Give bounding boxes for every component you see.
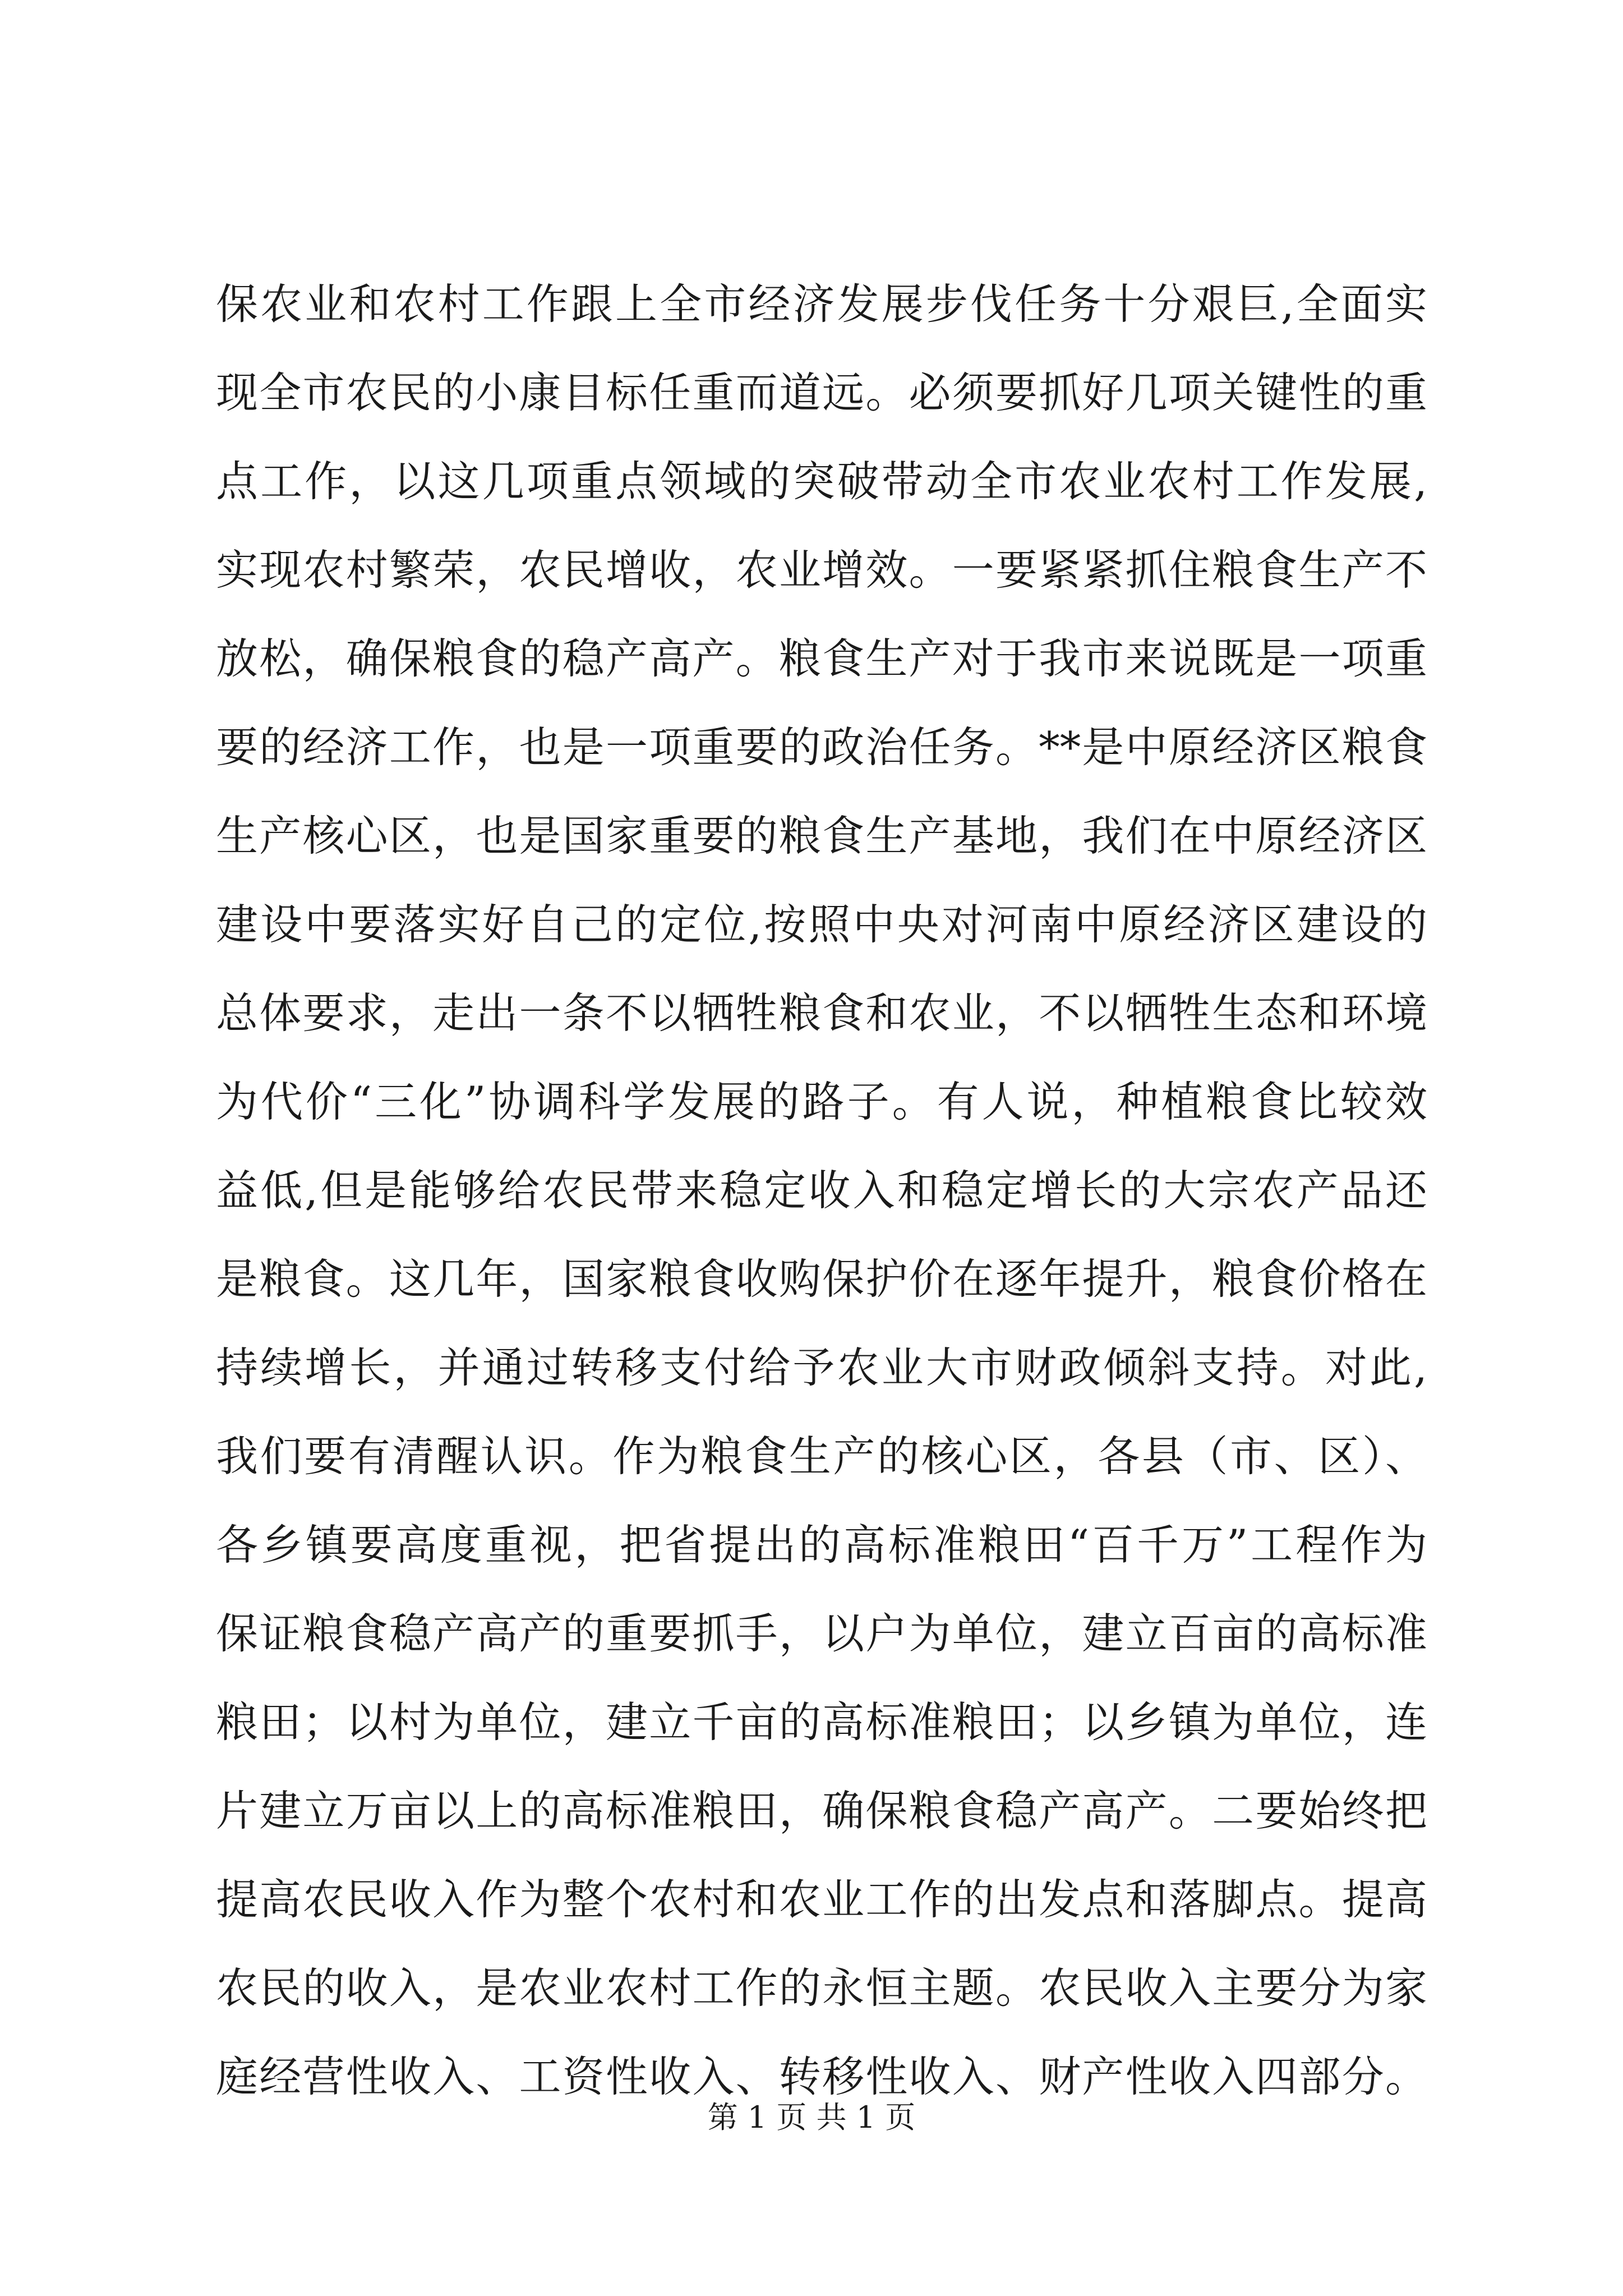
- text-line: 放松，确保粮食的稳产高产。粮食生产对于我市来说既是一项重: [216, 634, 1427, 683]
- text-line: 益低,但是能够给农民带来稳定收入和稳定增长的大宗农产品还: [216, 1166, 1427, 1215]
- text-line: 庭经营性收入、工资性收入、转移性收入、财产性收入四部分。: [216, 2052, 1427, 2101]
- text-line: 是粮食。这几年，国家粮食收购保护价在逐年提升，粮食价格在: [216, 1254, 1427, 1304]
- text-line: 总体要求，走出一条不以牺牲粮食和农业，不以牺牲生态和环境: [216, 988, 1427, 1038]
- text-line: 粮田；以村为单位，建立千亩的高标准粮田；以乡镇为单位，连: [216, 1697, 1427, 1747]
- body-paragraph: [216, 260, 1427, 2121]
- text-line: 建设中要落实好自己的定位,按照中央对河南中原经济区建设的: [216, 900, 1427, 949]
- text-line: 片建立万亩以上的高标准粮田，确保粮食稳产高产。二要始终把: [216, 1786, 1427, 1835]
- text-line: 提高农民收入作为整个农村和农业工作的出发点和落脚点。提高: [216, 1875, 1427, 1924]
- text-line: 要的经济工作，也是一项重要的政治任务。**是中原经济区粮食: [216, 723, 1427, 772]
- text-line: 保农业和农村工作跟上全市经济发展步伐任务十分艰巨,全面实: [216, 279, 1427, 329]
- text-line: 现全市农民的小康目标任重而道远。必须要抓好几项关键性的重: [216, 368, 1427, 417]
- text-line: 保证粮食稳产高产的重要抓手，以户为单位，建立百亩的高标准: [216, 1609, 1427, 1658]
- text-line: 实现农村繁荣，农民增收，农业增效。一要紧紧抓住粮食生产不: [216, 545, 1427, 595]
- text-line: 为代价“三化”协调科学发展的路子。有人说，种植粮食比较效: [216, 1077, 1427, 1126]
- text-line: 点工作，以这几项重点领域的突破带动全市农业农村工作发展,: [216, 457, 1427, 506]
- text-line: 我们要有清醒认识。作为粮食生产的核心区，各县（市、区）、: [216, 1432, 1427, 1481]
- page-number-footer: 第 1 页 共 1 页: [707, 2100, 916, 2135]
- text-line: 生产核心区，也是国家重要的粮食生产基地，我们在中原经济区: [216, 811, 1427, 861]
- text-line: 持续增长，并通过转移支付给予农业大市财政倾斜支持。对此,: [216, 1343, 1427, 1392]
- text-line: 各乡镇要高度重视，把省提出的高标准粮田“百千万”工程作为: [216, 1520, 1427, 1570]
- text-line: 农民的收入，是农业农村工作的永恒主题。农民收入主要分为家: [216, 1963, 1427, 2013]
